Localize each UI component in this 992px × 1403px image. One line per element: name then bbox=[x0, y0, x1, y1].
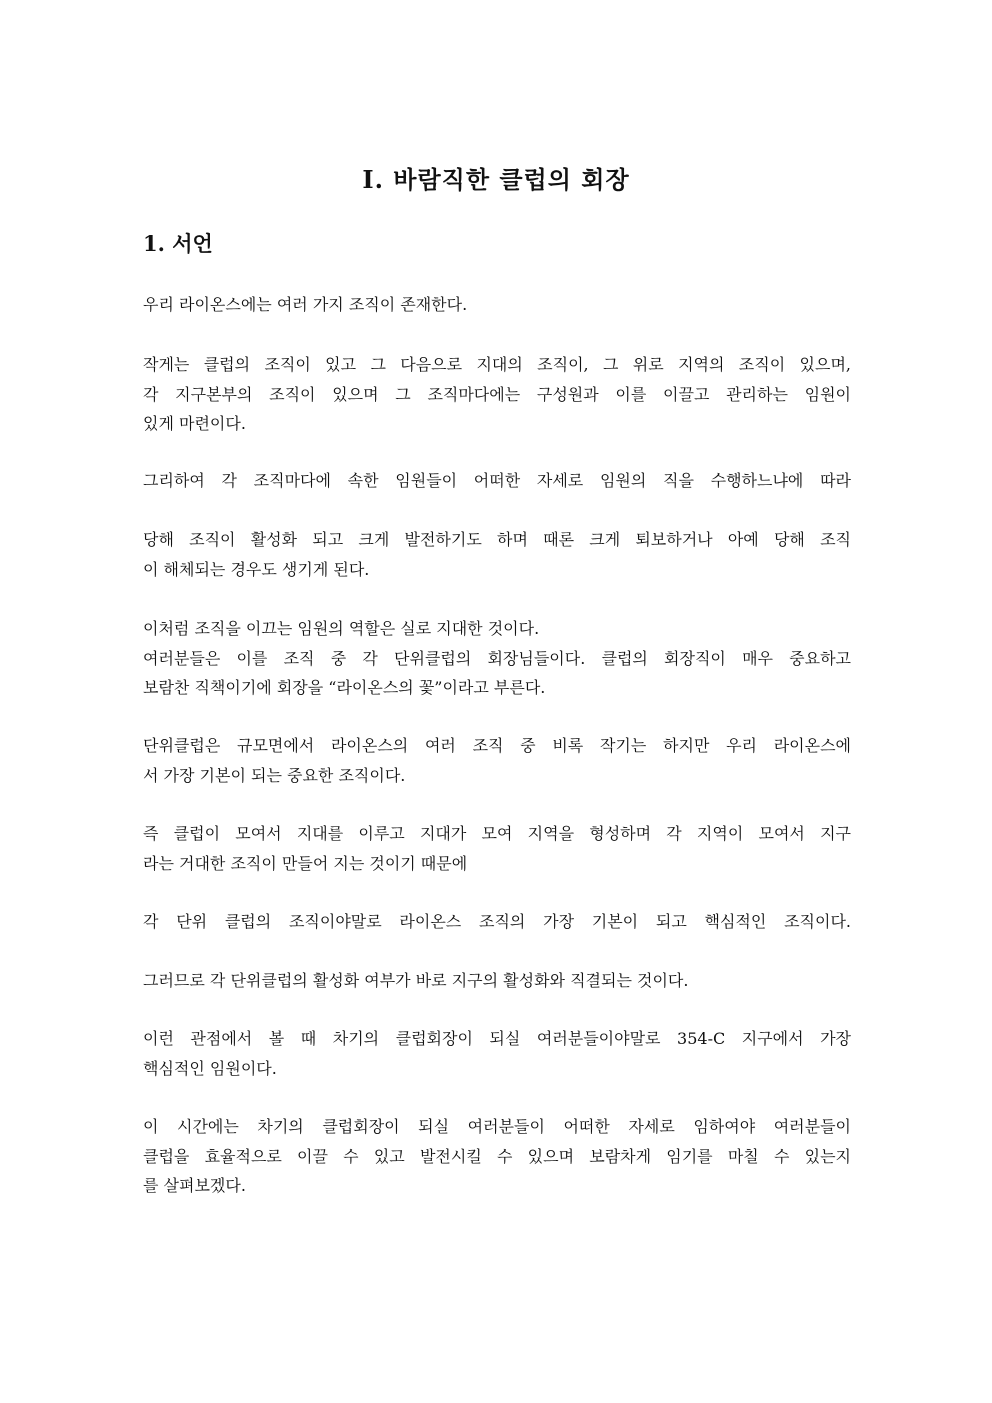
paragraph-11 bbox=[143, 1112, 851, 1201]
paragraph-9 bbox=[143, 966, 851, 996]
paragraph-line: 각 지구본부의 조직이 있으며 그 조직마다에는 구성원과 이를 이끌고 관리하는 임원이 bbox=[143, 384, 851, 404]
paragraph-line: 를 살펴보겠다. bbox=[143, 1176, 246, 1195]
paragraph-line: 서 가장 기본이 되는 중요한 조직이다. bbox=[143, 765, 406, 785]
paragraph-line: 이 해체되는 경우도 생기게 된다. bbox=[143, 559, 370, 579]
paragraph-2 bbox=[143, 350, 851, 439]
paragraph-5 bbox=[143, 614, 851, 703]
paragraph-4 bbox=[143, 525, 851, 584]
paragraph-line: 우리 라이온스에는 여러 가지 조직이 존재한다. bbox=[143, 295, 468, 314]
paragraph-line: 클럽을 효율적으로 이끌 수 있고 발전시킬 수 있으며 보람차게 임기를 마칠 수 있는지 bbox=[143, 1146, 851, 1166]
paragraph-8 bbox=[143, 907, 851, 937]
paragraph-line: 각 단위 클럽의 조직이야말로 라이온스 조직의 가장 기본이 되고 핵심적인 조직이다. bbox=[143, 912, 851, 931]
paragraph-line: 라는 거대한 조직이 만들어 지는 것이기 때문에 bbox=[143, 853, 468, 873]
paragraph-line: 이처럼 조직을 이끄는 임원의 역할은 실로 지대한 것이다. bbox=[143, 619, 540, 638]
paragraph-line: 핵심적인 임원이다. bbox=[143, 1058, 277, 1078]
paragraph-line: 여러분들은 이를 조직 중 각 단위클럽의 회장님들이다. 클럽의 회장직이 매우 중요하고 bbox=[143, 648, 851, 668]
paragraph-line: 이 시간에는 차기의 클럽회장이 되실 여러분들이 어떠한 자세로 임하여야 여러분들이 bbox=[143, 1117, 851, 1136]
document-title: Ⅰ. 바람직한 클럽의 회장 bbox=[362, 165, 630, 194]
section-heading: 1. 서언 bbox=[143, 231, 213, 256]
paragraph-1 bbox=[143, 290, 851, 320]
paragraph-6 bbox=[143, 731, 851, 790]
paragraph-line: 당해 조직이 활성화 되고 크게 발전하기도 하며 때론 크게 퇴보하거나 아예 당해 조직 bbox=[143, 530, 851, 549]
paragraph-line: 즉 클럽이 모여서 지대를 이루고 지대가 모여 지역을 형성하며 각 지역이 모여서 지구 bbox=[143, 824, 851, 843]
paragraph-7 bbox=[143, 819, 851, 878]
paragraph-line: 이런 관점에서 볼 때 차기의 클럽회장이 되실 여러분들이야말로 354-C 지구에서 가장 bbox=[143, 1029, 851, 1048]
paragraph-line: 그러므로 각 단위클럽의 활성화 여부가 바로 지구의 활성화와 직결되는 것이다. bbox=[143, 971, 689, 990]
paragraph-line: 보람찬 직책이기에 회장을 “라이온스의 꽃”이라고 부른다. bbox=[143, 678, 546, 697]
paragraph-line: 그리하여 각 조직마다에 속한 임원들이 어떠한 자세로 임원의 직을 수행하느냐에 따라 bbox=[143, 471, 851, 490]
paragraph-line: 단위클럽은 규모면에서 라이온스의 여러 조직 중 비록 작기는 하지만 우리 라이온스에 bbox=[143, 736, 851, 755]
paragraph-3 bbox=[143, 466, 851, 496]
paragraph-line: 작게는 클럽의 조직이 있고 그 다음으로 지대의 조직이, 그 위로 지역의 조직이 있으며, bbox=[143, 355, 851, 374]
paragraph-10 bbox=[143, 1024, 851, 1083]
paragraph-line: 있게 마련이다. bbox=[143, 414, 246, 433]
